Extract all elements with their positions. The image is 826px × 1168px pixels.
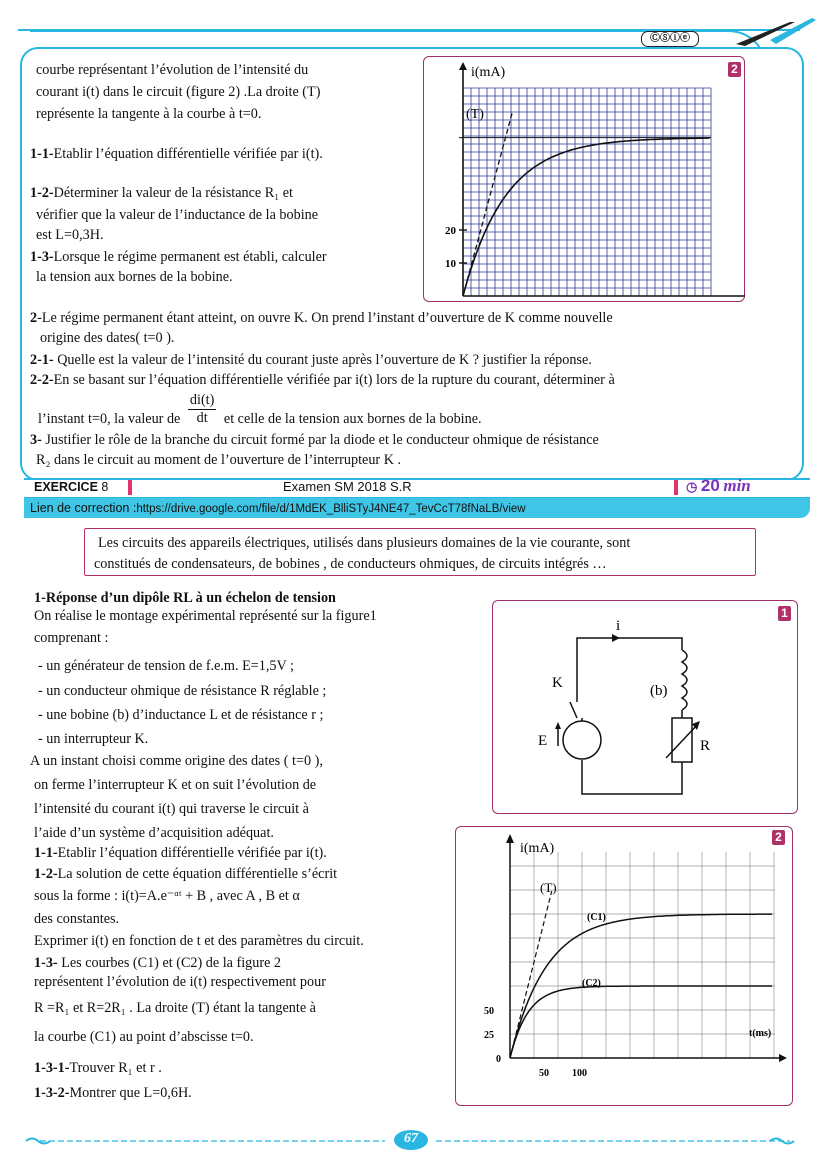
part1-line: R =R₁ et R=2R₁ . La droite (T) étant la tangente à xyxy=(34,1000,316,1016)
part1-line: comprenant : xyxy=(34,630,109,646)
x-tick-label: 50 xyxy=(539,1068,549,1079)
tangent-line xyxy=(510,891,552,1058)
y-axis-arrow xyxy=(459,62,467,70)
question-2-1: 2-1- Quelle est la valeur de l’intensité du courant juste après l’ouverture de K ? justifier la réponse. xyxy=(30,352,592,368)
y-axis-arrow xyxy=(506,834,514,843)
question-1-2: 1-2-Déterminer la valeur de la résistance R₁ et xyxy=(30,185,293,201)
figure1-badge: 1 xyxy=(778,606,791,621)
question-2-2-line2: l’instant t=0, la valeur de $\frac{di(t)}{dt}$ et celle de la tension aux bornes de la bobine. xyxy=(38,392,482,427)
coil xyxy=(682,650,687,710)
part1-line: l’aide d’un système d’acquisition adéquat. xyxy=(34,825,274,841)
rheostat-arrow xyxy=(666,724,698,758)
part1-question-1-3: 1-3- Les courbes (C1) et (C2) de la figure 2 xyxy=(34,955,282,971)
intro-box-line: Les circuits des appareils électriques, utilisés dans plusieurs domaines de la vie courante, sont xyxy=(98,535,631,551)
generator xyxy=(563,721,601,759)
y-axis-label: i(mA) xyxy=(471,65,506,80)
intro-line: courant i(t) dans le circuit (figure 2) .La droite (T) xyxy=(36,84,321,100)
y-tick-label: 25 xyxy=(484,1030,494,1041)
question-line: vérifier que la valeur de l’inductance de la bobine xyxy=(36,207,319,223)
part1-line: Exprimer i(t) en fonction de t et des paramètres du circuit. xyxy=(34,933,364,949)
part1-line: représentent l’évolution de i(t) respectivement pour xyxy=(34,974,326,990)
part1-question-1-1: 1-1-Etablir l’équation différentielle vérifiée par i(t). xyxy=(34,845,327,861)
y-axis-label: i(mA) xyxy=(520,841,555,856)
part1-line: l’intensité du courant i(t) qui traverse le circuit à xyxy=(34,801,309,817)
figure-top-chart xyxy=(423,56,745,302)
y-tick-label: 20 xyxy=(445,225,456,237)
correction-link[interactable]: Lien de correction :https://drive.google.com/file/d/1MdEK_BlliSTyJ4NE47_TevCcT78fNaLB/view xyxy=(30,501,526,515)
part1-line: On réalise le montage expérimental représenté sur la figure1 xyxy=(34,608,377,624)
derivative-fraction: $\frac{di(t)}{dt}$ xyxy=(189,392,215,426)
question-2: 2-Le régime permanent étant atteint, on ouvre K. On prend l’instant d’ouverture de K comme nouvelle xyxy=(30,310,613,326)
part1-question-1-3-1: 1-3-1-Trouver R₁ et r . xyxy=(34,1060,162,1076)
tangent-line xyxy=(463,112,512,296)
current-arrow xyxy=(612,634,620,642)
circuit-diagram xyxy=(492,600,798,814)
exercise-label: EXERCICE 8 xyxy=(34,480,109,494)
tangent-label: (T) xyxy=(466,107,484,122)
curve-c2-label: (C2) xyxy=(582,978,601,989)
question-line: est L=0,3H. xyxy=(36,227,104,243)
x-tick-label: 0 xyxy=(496,1054,501,1065)
label-b: (b) xyxy=(650,683,668,699)
exercise-marker-right xyxy=(674,480,678,495)
label-E: E xyxy=(538,733,548,749)
part1-line: - un interrupteur K. xyxy=(38,731,149,747)
label-i: i xyxy=(616,618,621,634)
question-1-1: 1-1-Etablir l’équation différentielle vérifiée par i(t). xyxy=(30,146,323,162)
part1-line: on ferme l’interrupteur K et on suit l’évolution de xyxy=(34,777,317,793)
part1-line: A un instant choisi comme origine des dates ( t=0 ), xyxy=(30,753,323,769)
question-line: origine des dates( t=0 ). xyxy=(40,330,175,346)
part1-line: - un conducteur ohmique de résistance R réglable ; xyxy=(38,683,327,699)
figure2-chart xyxy=(455,826,793,1106)
clock-icon: ◷ xyxy=(686,479,698,494)
x-tick-label: 100 xyxy=(572,1068,587,1079)
question-line: la tension aux bornes de la bobine. xyxy=(36,269,233,285)
y-tick-label: 10 xyxy=(445,258,456,270)
question-1-3: 1-3-Lorsque le régime permanent est établi, calculer xyxy=(30,249,327,265)
exercise-marker-left xyxy=(128,480,132,495)
part1-heading: 1-Réponse d’un dipôle RL à un échelon de tension xyxy=(34,590,336,606)
intro-line: courbe représentant l’évolution de l’intensité du xyxy=(36,62,309,78)
curve-c2 xyxy=(510,986,772,1058)
part1-line: des constantes. xyxy=(34,911,120,927)
page-number: 67 xyxy=(404,1131,418,1146)
label-R: R xyxy=(700,738,711,754)
question-3: 3- Justifier le rôle de la branche du circuit formé par la diode et le conducteur ohmique de résistance xyxy=(30,432,599,448)
exercise-title: Examen SM 2018 S.R xyxy=(283,479,412,494)
curve-c1-label: (C1) xyxy=(587,912,606,923)
intro-box-line: constitués de condensateurs, de bobines , de conducteurs ohmiques, de circuits intégrés … xyxy=(94,556,607,572)
figure-top-badge: 2 xyxy=(728,62,741,77)
part1-question-1-3-2: 1-3-2-Montrer que L=0,6H. xyxy=(34,1085,192,1101)
part1-question-1-2: 1-2-La solution de cette équation différentielle s’écrit xyxy=(34,866,338,882)
y-tick-label: 50 xyxy=(484,1006,494,1017)
question-line: R₂ dans le circuit au moment de l’ouverture de l’interrupteur K . xyxy=(36,452,402,468)
intro-line: représente la tangente à la courbe à t=0. xyxy=(36,106,262,122)
cc-license-icon: ⒸⓈⓘⓔ xyxy=(650,33,690,44)
x-axis-label: t(ms) xyxy=(749,1028,772,1039)
part1-line: - une bobine (b) d’inductance L et de résistance r ; xyxy=(38,707,324,723)
switch-blade xyxy=(570,702,577,718)
license-badge xyxy=(641,31,699,47)
part1-line: - un générateur de tension de f.e.m. E=1,5V ; xyxy=(38,658,294,674)
label-K: K xyxy=(552,675,563,691)
tangent-label: (T) xyxy=(540,880,557,895)
x-axis-arrow xyxy=(779,1054,787,1062)
question-2-2: 2-2-En se basant sur l’équation différentielle vérifiée par i(t) lors de la rupture du courant, déterminer à xyxy=(30,372,615,388)
part1-line: la courbe (C1) au point d’abscisse t=0. xyxy=(34,1029,254,1045)
exercise-time: ◷ 20 min xyxy=(686,476,751,495)
part1-line: sous la forme : i(t)=A.e⁻ᵅᵗ + B , avec A , B et α xyxy=(34,888,300,904)
figure2-badge: 2 xyxy=(772,830,785,845)
